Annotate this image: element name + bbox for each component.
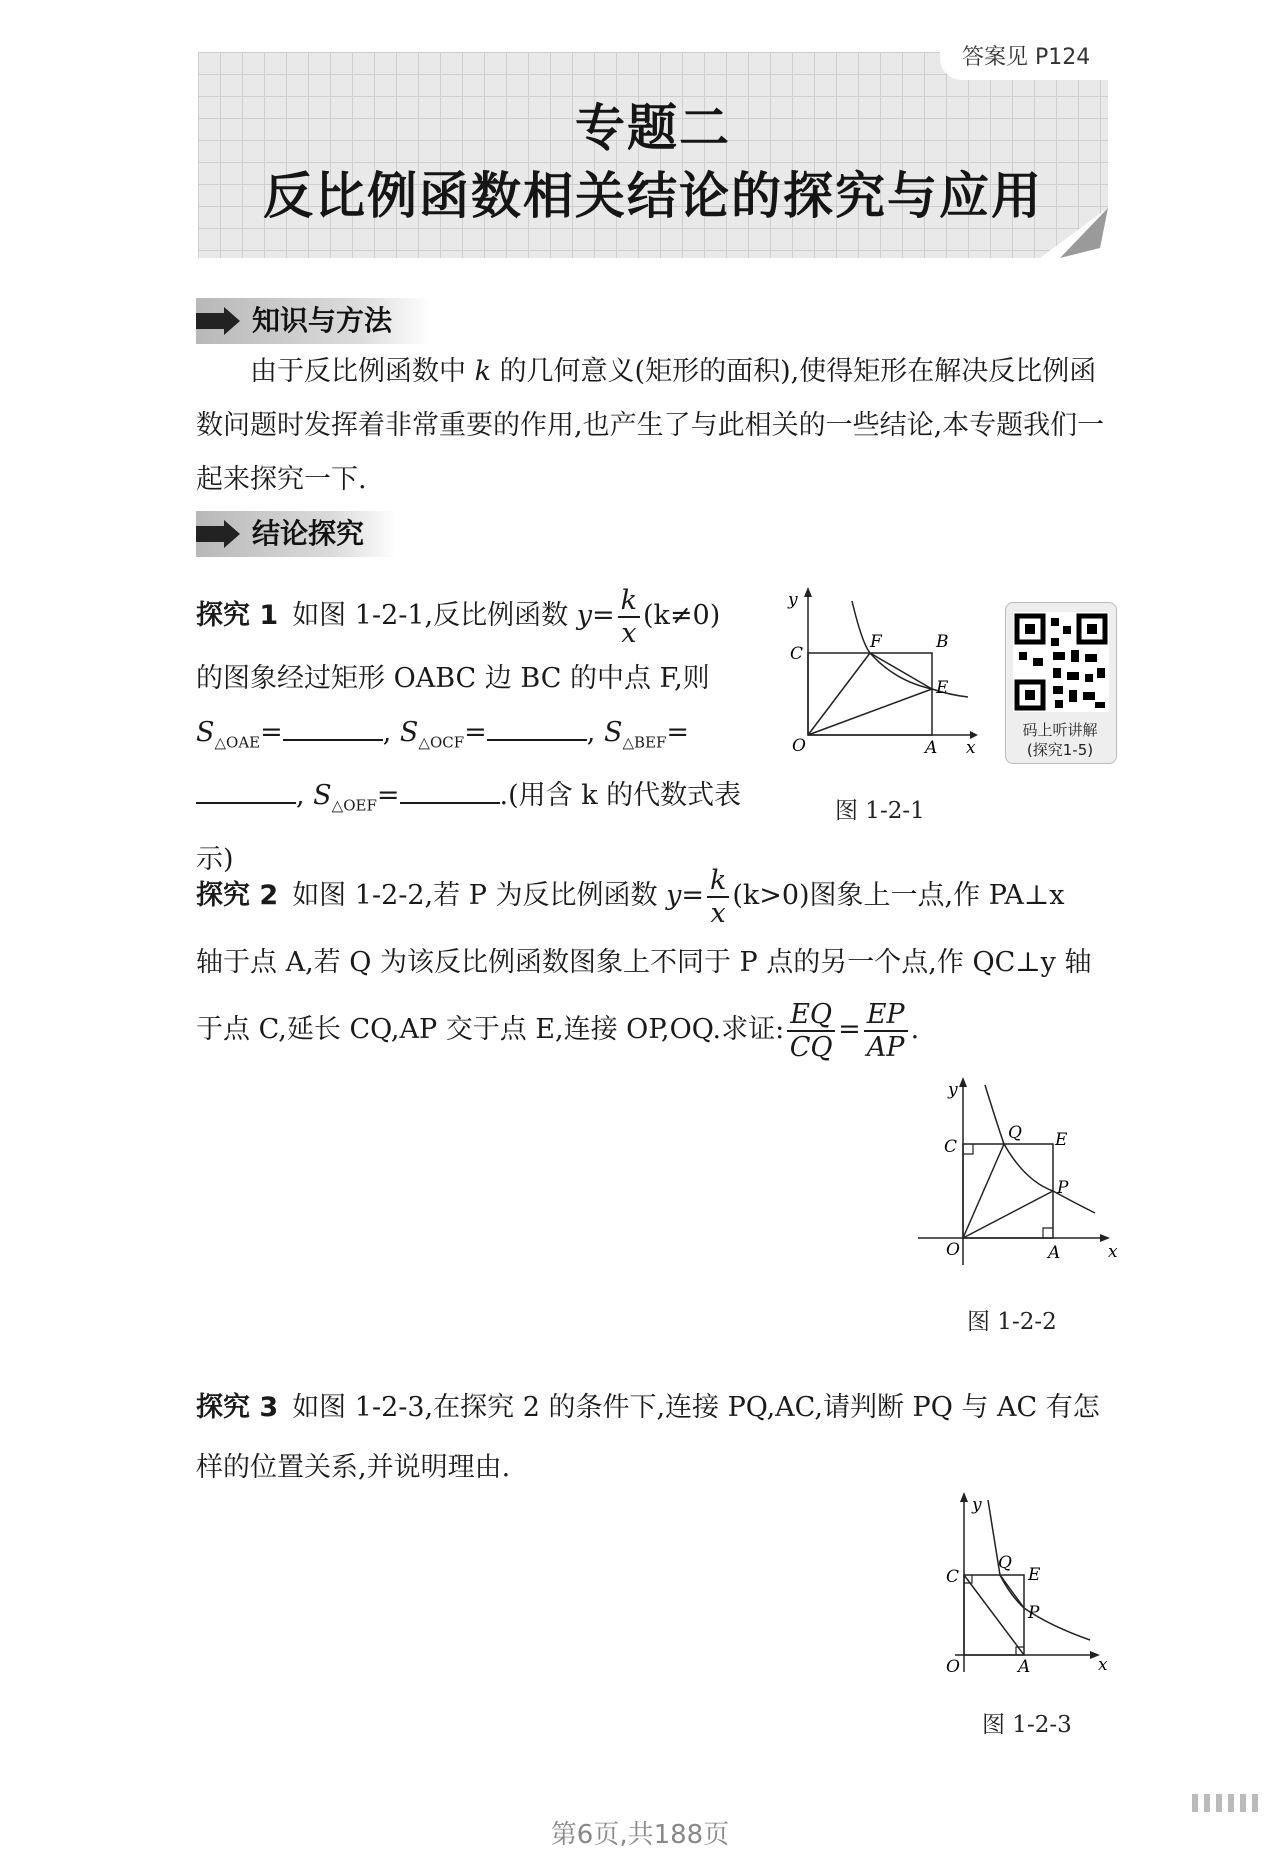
label-e: E	[1028, 1565, 1041, 1585]
period: .	[910, 1014, 920, 1045]
label-c: C	[790, 644, 804, 664]
label-q: Q	[998, 1553, 1012, 1573]
label-y: y	[788, 590, 798, 610]
segment-oe	[808, 689, 932, 735]
area-s: S	[313, 780, 332, 812]
fraction-eq-cq	[787, 998, 835, 1063]
label-q: Q	[1008, 1123, 1022, 1143]
qr-caption-line2: (探究1-5)	[1026, 741, 1094, 759]
intro-text-a: 由于反比例函数中	[250, 356, 466, 387]
figure-caption-1-2-1: 图 1-2-1	[835, 798, 925, 824]
explore1-y: y=	[576, 600, 615, 631]
explore1-problem: 探究 1 如图 1-2-1,反比例函数 y= $\frac{k}{x}$ (k≠0) 的图象经过矩形 OABC 边 BC 的中点 F,则 $S_{\triangle OAE}=$ , $S_{\triangle OCF}=$ , $S_{\triangle BEF}=$ , $S_{\triangle OEF}=$ .(用含 k 的代数式表示)	[196, 580, 762, 887]
frac-num: EP	[864, 1001, 908, 1032]
answer-reference: 答案见 P124	[962, 45, 1091, 70]
label-p: P	[1057, 1178, 1069, 1198]
fraction-k-over-x	[707, 864, 729, 929]
rectangle-oabc	[808, 653, 932, 735]
frac-den: x	[621, 617, 637, 649]
page-indicator: 第6页,共188页	[550, 1820, 730, 1850]
section-heading-text: 结论探究	[252, 517, 365, 550]
area-s: S	[399, 717, 419, 748]
frac-num: k	[618, 587, 640, 618]
label-x: x	[1108, 1242, 1118, 1262]
intro-paragraph	[196, 345, 1108, 507]
area-sub-ocf: △OCF	[418, 733, 465, 752]
label-a: A	[925, 738, 938, 755]
explore2-label: 探究 2	[196, 880, 279, 911]
label-a: A	[1048, 1243, 1061, 1263]
explore2-problem	[196, 860, 1108, 1066]
y-axis-arrow-icon	[959, 1077, 967, 1087]
frac-num: k	[707, 867, 729, 898]
segment-pq	[1000, 1575, 1024, 1608]
label-f: F	[870, 632, 882, 652]
topic-title: 反比例函数相关结论的探究与应用	[263, 167, 1043, 225]
intro-k: k	[474, 356, 491, 387]
eq: =	[260, 717, 283, 748]
fraction-k-over-x	[618, 584, 640, 649]
qr-caption-line1: 码上听讲解	[1022, 721, 1098, 739]
section-heading-exploration	[196, 511, 396, 557]
figure-1-2-1	[780, 585, 980, 755]
label-e: E	[936, 678, 949, 698]
area-sub-bef: △BEF	[622, 733, 667, 752]
explore2-y: y=	[666, 880, 704, 911]
topic-number-title: 专题二	[575, 99, 731, 157]
qr-code-icon[interactable]	[1013, 612, 1109, 712]
label-e: E	[1055, 1130, 1068, 1150]
frac-den: CQ	[789, 1031, 833, 1063]
label-c: C	[946, 1567, 960, 1587]
label-y: y	[972, 1495, 982, 1515]
label-b: B	[936, 632, 949, 652]
segment-fe	[870, 653, 932, 689]
explore2-line3: 于点 C,延长 CQ,AP 交于点 E,连接 OP,OQ.求证:	[196, 1014, 785, 1045]
frac-den: x	[710, 897, 726, 929]
page-curl-decoration	[1040, 208, 1110, 260]
frac-den: AP	[866, 1031, 905, 1063]
label-x: x	[966, 738, 976, 755]
explore1-text: 如图 1-2-1,反比例函数	[292, 600, 569, 631]
explore1-label: 探究 1	[196, 600, 279, 631]
right-angle-mark	[963, 1144, 973, 1154]
answer-blank[interactable]	[487, 715, 587, 741]
fraction-ep-ap	[864, 998, 908, 1063]
explore1-condition: (k≠0)	[643, 600, 721, 631]
answer-blank[interactable]	[283, 715, 383, 741]
label-c: C	[944, 1137, 958, 1157]
page-edge-marks-decoration	[1190, 1790, 1270, 1814]
segment-of	[808, 653, 870, 735]
label-o: O	[946, 1240, 960, 1260]
arrow-icon	[196, 520, 240, 548]
area-s: S	[603, 717, 623, 748]
area-sub-oef: △OEF	[331, 796, 377, 815]
eq: =	[666, 717, 689, 748]
figure-caption-1-2-3: 图 1-2-3	[982, 1712, 1072, 1738]
explore1-line2: 的图象经过矩形 OABC 边 BC 的中点 F,则	[196, 663, 710, 694]
segment-oq	[963, 1144, 1004, 1238]
label-x: x	[1098, 1655, 1108, 1675]
intro-text-b: 的几何意义(矩形的面积),使得矩形在解决反比例函数问题时发挥着非常重要的作用,也产生了与此相关的一些结论,本专题我们一起来探究一下.	[196, 356, 1105, 495]
frac-num: EQ	[787, 1001, 835, 1032]
label-p: P	[1028, 1603, 1040, 1623]
label-o: O	[946, 1657, 960, 1677]
eq: =	[838, 1014, 861, 1045]
answer-blank[interactable]	[196, 778, 296, 804]
qr-caption	[1005, 720, 1115, 760]
answer-blank[interactable]	[400, 778, 500, 804]
area-sub-oae: △OAE	[214, 733, 261, 752]
label-a: A	[1018, 1657, 1031, 1677]
segment-ac	[964, 1575, 1024, 1655]
section-heading-knowledge	[196, 298, 430, 344]
arrow-icon	[196, 307, 240, 335]
explore2-text: 如图 1-2-2,若 P 为反比例函数	[292, 880, 658, 911]
explore2-line2: 轴于点 A,若 Q 为该反比例函数图象上不同于 P 点的另一个点,作 QC⊥y 轴	[196, 947, 1092, 978]
explore3-label: 探究 3	[196, 1392, 279, 1423]
figure-1-2-3	[940, 1490, 1110, 1680]
y-axis-arrow-icon	[804, 587, 812, 597]
label-o: O	[792, 736, 806, 755]
eq: =	[376, 780, 400, 812]
area-s: S	[196, 717, 215, 748]
explore1-tail: .(用含 k 的代数式表示)	[196, 780, 742, 875]
explore2-condition: (k>0)图象上一点,作 PA⊥x	[732, 880, 1065, 911]
explore3-problem	[196, 1378, 1108, 1498]
y-axis-arrow-icon	[960, 1492, 968, 1502]
x-axis-arrow-icon	[1100, 1234, 1110, 1242]
label-y: y	[948, 1080, 958, 1100]
figure-caption-1-2-2: 图 1-2-2	[967, 1309, 1057, 1335]
eq: =	[464, 717, 487, 748]
figure-1-2-2	[910, 1075, 1120, 1275]
section-heading-text: 知识与方法	[252, 304, 393, 337]
segment-op	[963, 1191, 1053, 1238]
explore3-text: 如图 1-2-3,在探究 2 的条件下,连接 PQ,AC,请判断 PQ 与 AC 有怎样的位置关系,并说明理由.	[196, 1392, 1100, 1483]
rectangle-ocea	[963, 1144, 1053, 1238]
right-angle-mark	[1043, 1228, 1053, 1238]
